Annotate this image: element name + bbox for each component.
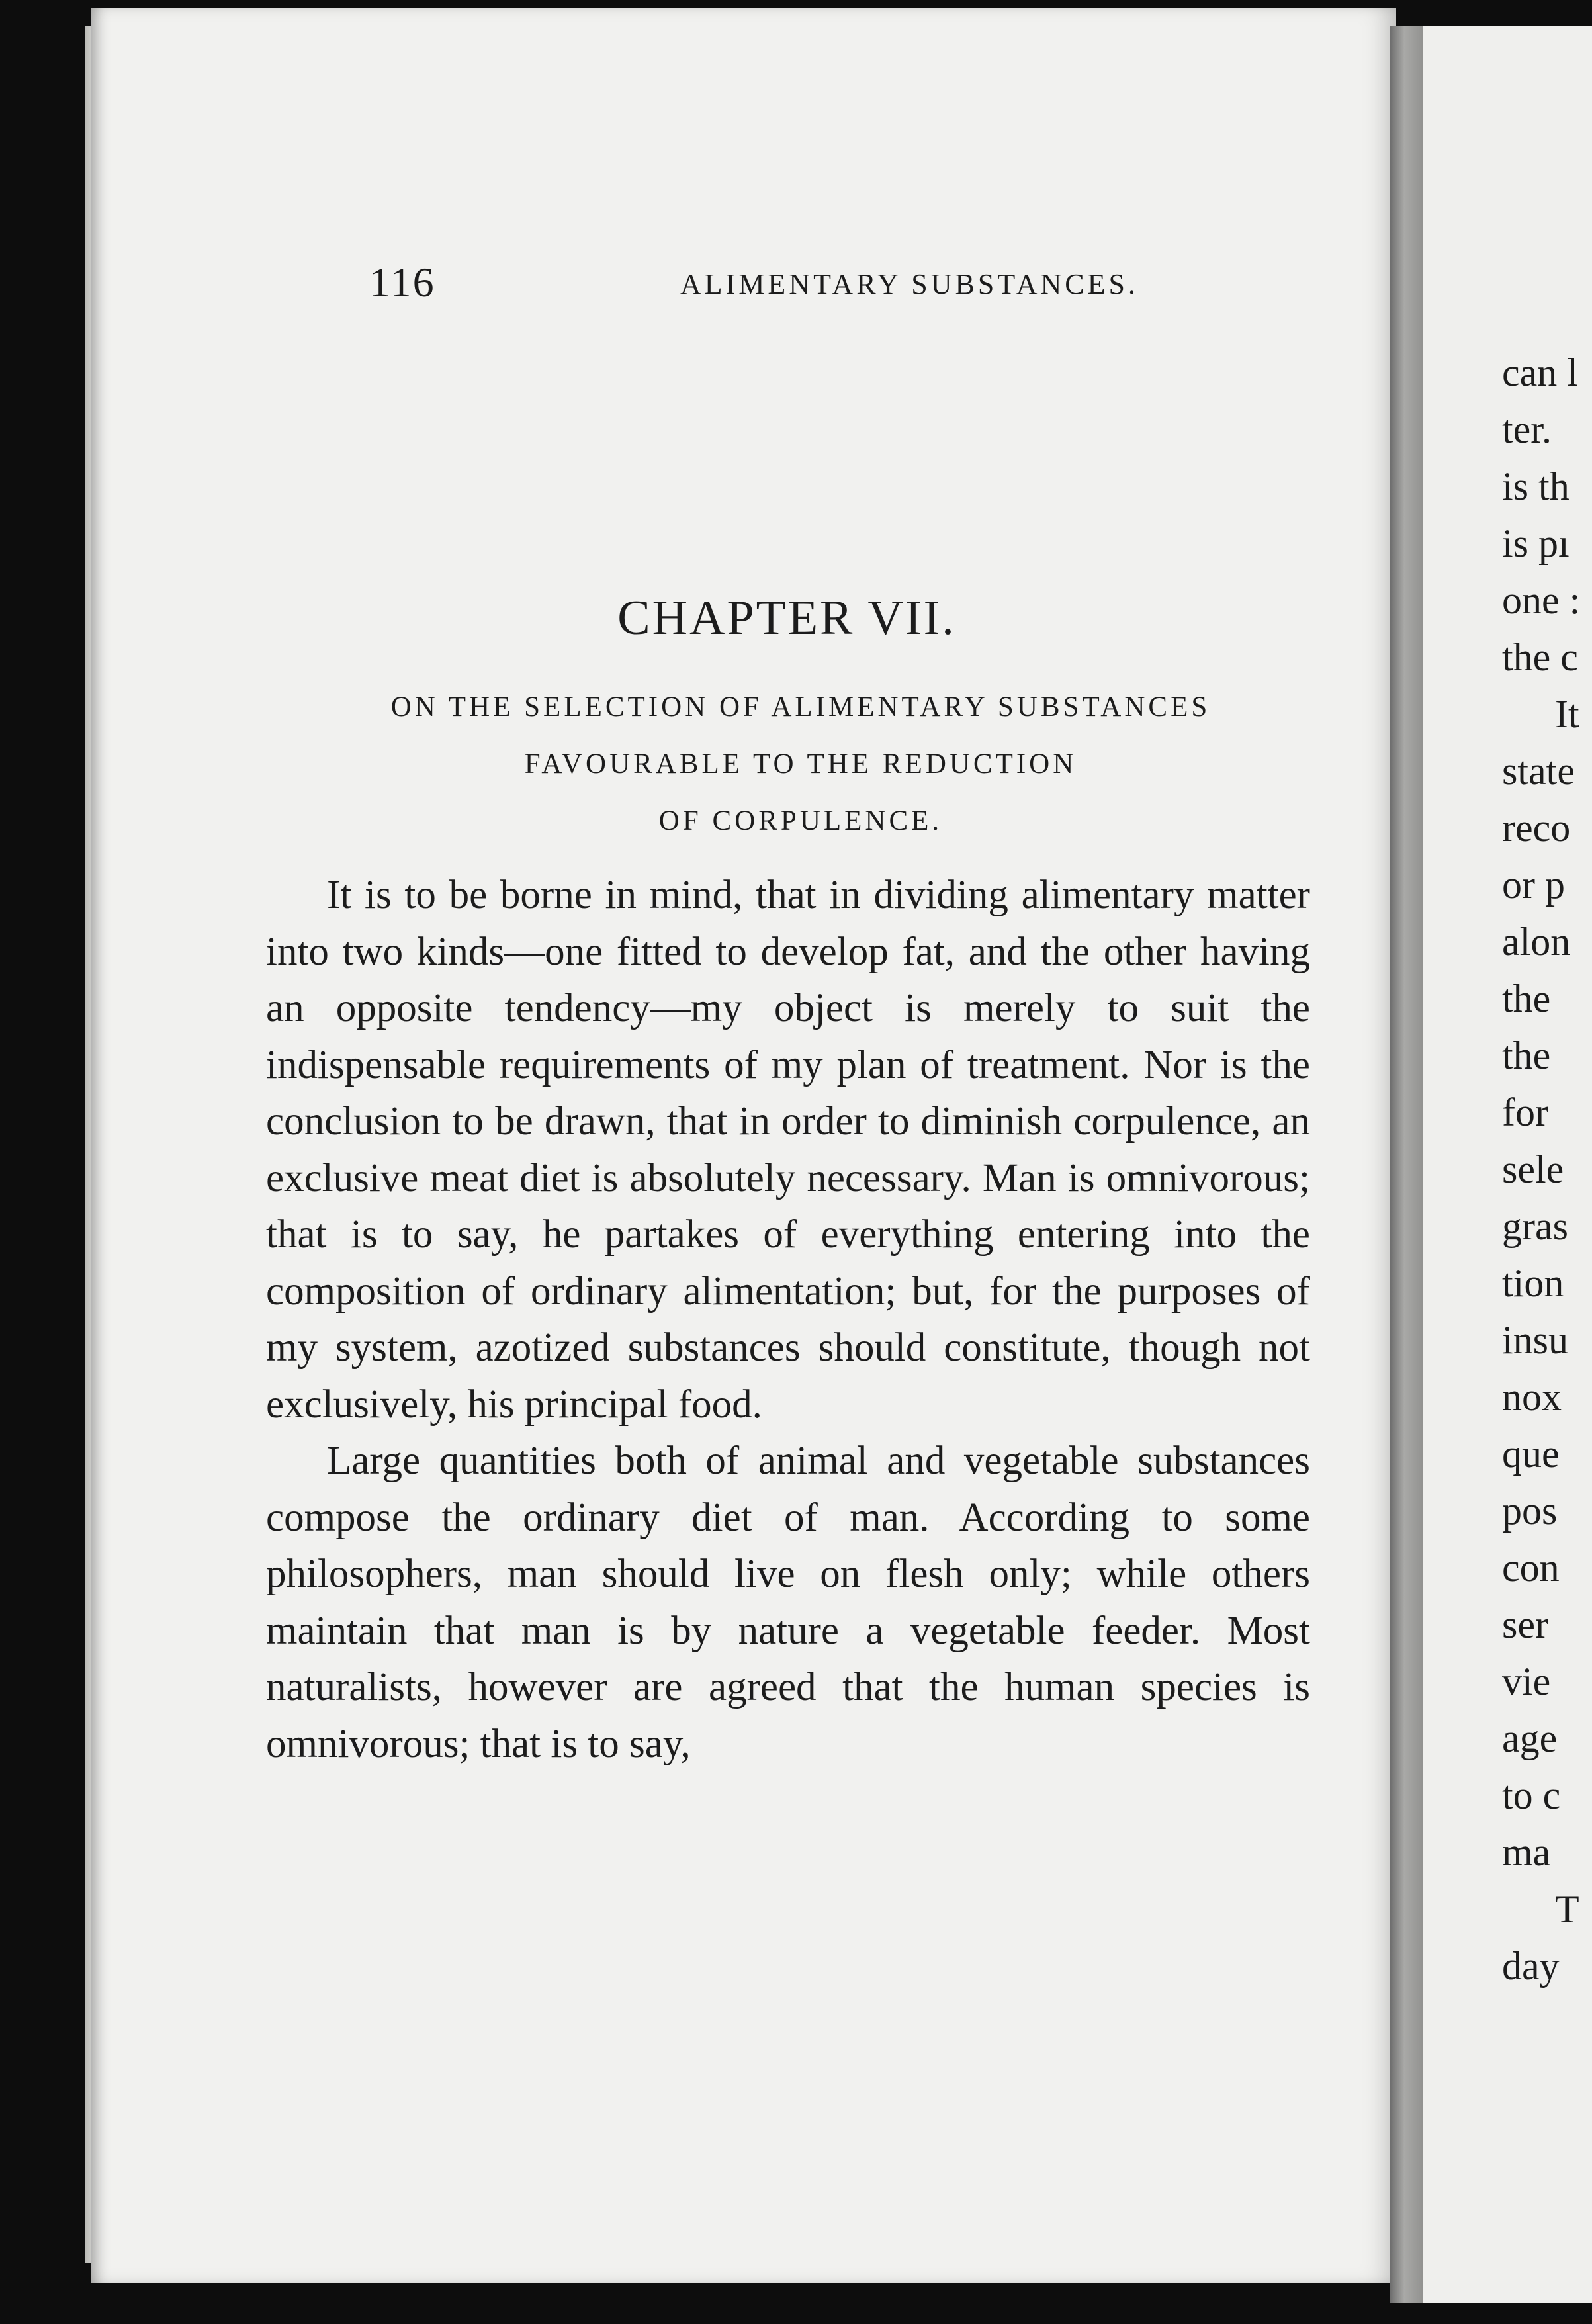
right-page-line-fragment: is pı (1502, 521, 1570, 565)
right-page-line-fragment: pos (1502, 1489, 1558, 1533)
right-page-line-fragment: con (1502, 1546, 1560, 1589)
right-page-line-fragment: is th (1502, 465, 1570, 508)
right-page-line-fragment: state (1502, 749, 1575, 793)
right-page-line-fragment: or p (1502, 863, 1565, 907)
right-page-line-fragment: insu (1502, 1318, 1569, 1362)
right-page-line-fragment: age (1502, 1717, 1558, 1760)
right-page-text (1502, 344, 1592, 1994)
right-page-line-fragment: ter. (1502, 408, 1552, 451)
running-head-title: ALIMENTARY SUBSTANCES. (680, 268, 1139, 300)
subtitle-line: OF CORPULENCE. (658, 805, 943, 836)
right-page-line-fragment: one : (1502, 578, 1581, 622)
right-page-line-fragment: T (1555, 1887, 1579, 1931)
right-page-line-fragment: can l (1502, 351, 1578, 394)
right-page-line-fragment: ser (1502, 1603, 1548, 1646)
subtitle-line: ON THE SELECTION OF ALIMENTARY SUBSTANCES (390, 692, 1211, 723)
body-text (266, 867, 1310, 1772)
right-page-line-fragment: gras (1502, 1204, 1568, 1248)
right-page-line-fragment: alon (1502, 920, 1571, 963)
right-page-line-fragment: vie (1502, 1660, 1551, 1703)
right-page-line-fragment: the (1502, 977, 1551, 1020)
page-number: 116 (369, 259, 435, 306)
paragraph: It is to be borne in mind, that in dividing alimentary matter into two kinds—one fitted to develop fat, and the other having an opposite tendency—my object is merely to suit the indispensable requirements of my plan of treatment. Nor is the conclusion to be drawn, that in order to diminish corpulence, an exclusive meat diet is absolutely necessary. Man is omnivorous; that is to say, he partakes of everything entering into the composition of ordinary alimentation; but, for the purposes of my system, azotized substances should constitute, though not exclusively, his principal food. (266, 873, 1310, 1427)
right-page-line-fragment: reco (1502, 806, 1571, 850)
book-gutter (1390, 26, 1427, 2303)
right-page-line-fragment: nox (1502, 1375, 1562, 1419)
right-page-line-fragment: to c (1502, 1773, 1561, 1817)
subtitle-line: FAVOURABLE TO THE REDUCTION (524, 748, 1077, 780)
right-page-line-fragment: ma (1502, 1830, 1551, 1874)
right-page-line-fragment: the c (1502, 635, 1578, 679)
right-page-line-fragment: tion (1502, 1261, 1564, 1305)
right-page-line-fragment: the (1502, 1034, 1551, 1077)
chapter-subtitle (271, 679, 1330, 850)
paragraph: Large quantities both of animal and vegetable substances compose the ordinary diet of man. According to some philosophers, man should live on flesh only; while others maintain that man is by nature a vegetable feeder. Most naturalists, however are agreed that the human species is omnivorous; that is to say, (266, 1439, 1310, 1766)
right-page-line-fragment: for (1502, 1091, 1548, 1134)
right-page-line-fragment: sele (1502, 1147, 1564, 1191)
right-page-line-fragment: que (1502, 1432, 1560, 1476)
chapter-title: CHAPTER VII. (617, 591, 956, 645)
right-page-line-fragment: It (1555, 692, 1579, 736)
right-page-line-fragment: day (1502, 1944, 1560, 1988)
running-head (91, 258, 1396, 311)
